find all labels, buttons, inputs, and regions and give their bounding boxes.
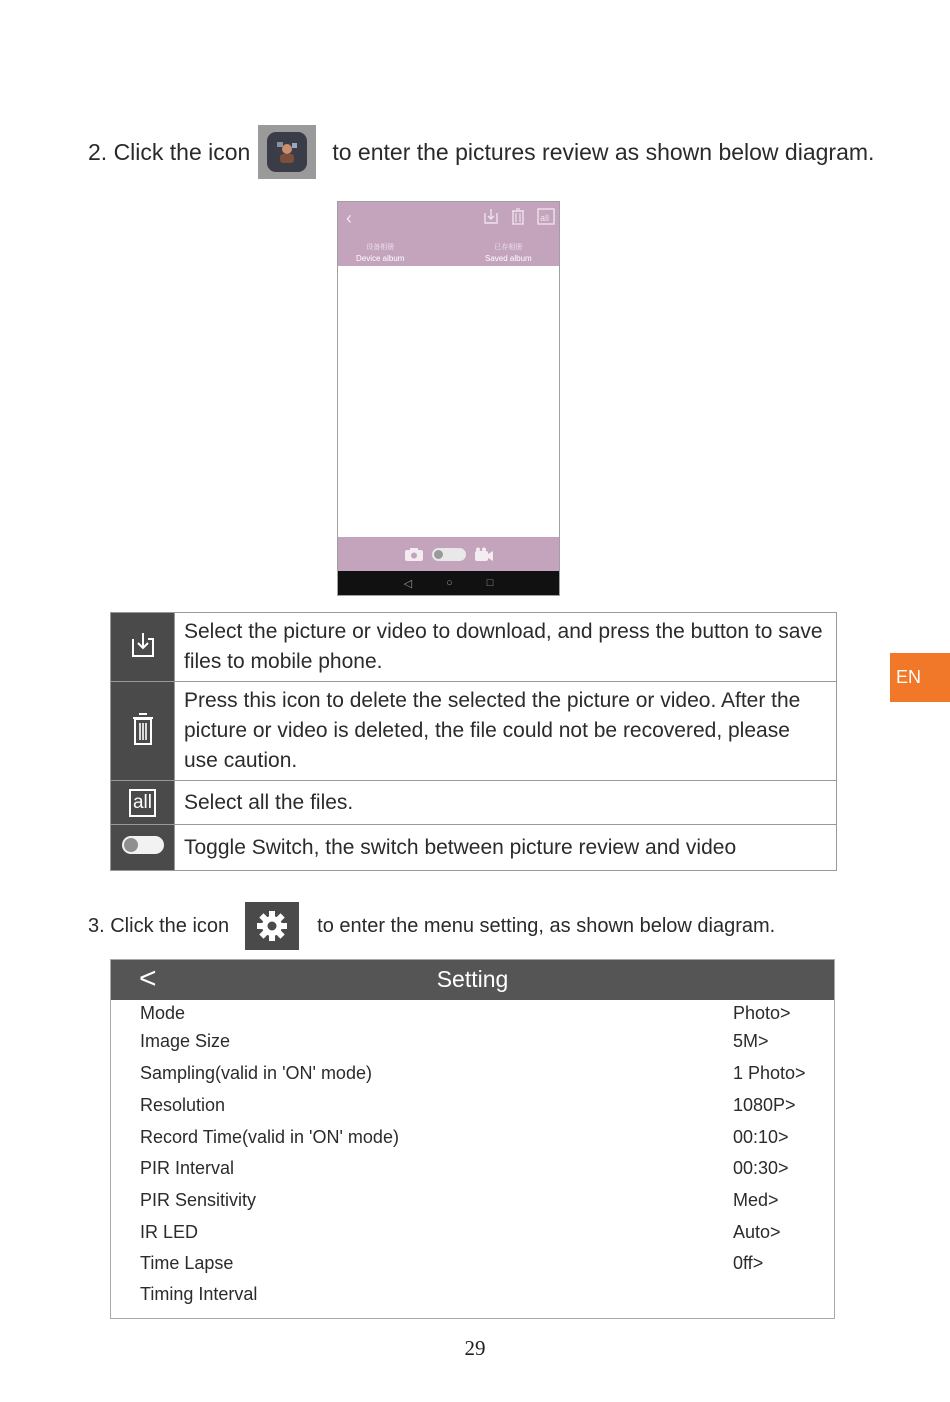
select-all-icon[interactable] xyxy=(537,208,555,225)
phone-screenshot xyxy=(337,201,560,596)
setting-key: IR LED xyxy=(140,1222,199,1242)
tab-device-album[interactable] xyxy=(356,242,404,263)
back-icon[interactable]: ‹ xyxy=(346,208,352,228)
phone-bottom-bar xyxy=(338,537,559,571)
setting-key: Sampling(valid in 'ON' mode) xyxy=(140,1063,372,1083)
setting-key: PIR Sensitivity xyxy=(140,1190,257,1210)
download-icon xyxy=(130,631,156,659)
settings-header xyxy=(111,960,834,1000)
android-nav-bar xyxy=(338,571,559,595)
language-tab: EN xyxy=(890,653,950,702)
svg-text:all: all xyxy=(540,213,550,223)
settings-panel xyxy=(110,959,835,1319)
nav-home-icon[interactable]: ○ xyxy=(446,577,453,589)
setting-key: Resolution xyxy=(140,1095,226,1115)
gear-icon xyxy=(245,902,299,950)
setting-value[interactable]: Photo> xyxy=(733,1003,791,1023)
toggle-icon-cell xyxy=(111,825,175,871)
select-all-description: Select all the files. xyxy=(175,781,837,825)
photo-album-icon xyxy=(258,125,316,179)
step-2-suffix: to enter the pictures review as shown below diagram. xyxy=(332,138,875,165)
toggle-icon[interactable] xyxy=(432,548,466,561)
step-3-prefix: 3. Click the icon xyxy=(88,914,230,937)
setting-value[interactable]: 1080P> xyxy=(733,1095,796,1115)
setting-key: Timing Interval xyxy=(140,1284,258,1304)
download-icon[interactable] xyxy=(483,208,499,225)
camera-icon xyxy=(404,547,424,562)
setting-value[interactable]: Med> xyxy=(733,1190,779,1210)
setting-value[interactable]: Auto> xyxy=(733,1222,781,1242)
setting-key: Time Lapse xyxy=(140,1253,234,1273)
step-2-instruction xyxy=(88,125,874,179)
download-icon-cell xyxy=(111,613,175,682)
trash-icon xyxy=(131,712,155,746)
tab-saved-album[interactable] xyxy=(485,242,532,263)
tab-saved-album-label: Saved album xyxy=(485,254,532,263)
setting-key: Record Time(valid in 'ON' mode) xyxy=(140,1127,399,1147)
toggle-description: Toggle Switch, the switch between picture review and video xyxy=(175,825,837,871)
setting-value[interactable]: 00:10> xyxy=(733,1127,789,1147)
setting-value[interactable]: 1 Photo> xyxy=(733,1063,806,1083)
setting-value[interactable]: 5M> xyxy=(733,1031,769,1051)
step-3-instruction xyxy=(88,902,775,950)
trash-icon[interactable] xyxy=(511,208,525,225)
tab-saved-album-cn: 已存相册 xyxy=(494,244,523,251)
setting-value[interactable]: 00:30> xyxy=(733,1158,789,1178)
setting-key: Image Size xyxy=(140,1031,231,1051)
table-row xyxy=(111,781,837,825)
table-row xyxy=(111,825,837,871)
settings-title: Setting xyxy=(436,966,509,992)
step-2-prefix: 2. Click the icon xyxy=(88,138,251,165)
nav-back-icon[interactable]: ◁ xyxy=(403,577,413,590)
setting-key: PIR Interval xyxy=(140,1158,235,1178)
nav-recent-icon[interactable]: □ xyxy=(486,577,494,589)
select-all-icon-cell xyxy=(111,781,175,825)
tab-device-album-label: Device album xyxy=(356,254,405,263)
trash-icon-cell xyxy=(111,682,175,781)
page-number: 29 xyxy=(464,1336,486,1360)
setting-value[interactable]: 0ff> xyxy=(733,1253,764,1273)
icon-legend-table xyxy=(110,612,837,871)
download-description: Select the picture or video to download, and press the button to save files to mobile phone. xyxy=(175,613,837,682)
select-all-icon: all xyxy=(129,789,156,817)
step-3-suffix: to enter the menu setting, as shown below diagram. xyxy=(317,914,776,937)
video-icon xyxy=(474,547,494,562)
phone-top-bar xyxy=(338,202,559,266)
back-button[interactable]: < xyxy=(139,962,157,995)
setting-key: Mode xyxy=(140,1003,186,1023)
table-row xyxy=(111,613,837,682)
toggle-switch-icon xyxy=(121,835,165,855)
delete-description: Press this icon to delete the selected the picture or video. After the picture or video is deleted, the file could not be recovered, please use caution. xyxy=(175,682,837,781)
tab-device-album-cn: 设备相册 xyxy=(366,244,395,251)
table-row xyxy=(111,682,837,781)
